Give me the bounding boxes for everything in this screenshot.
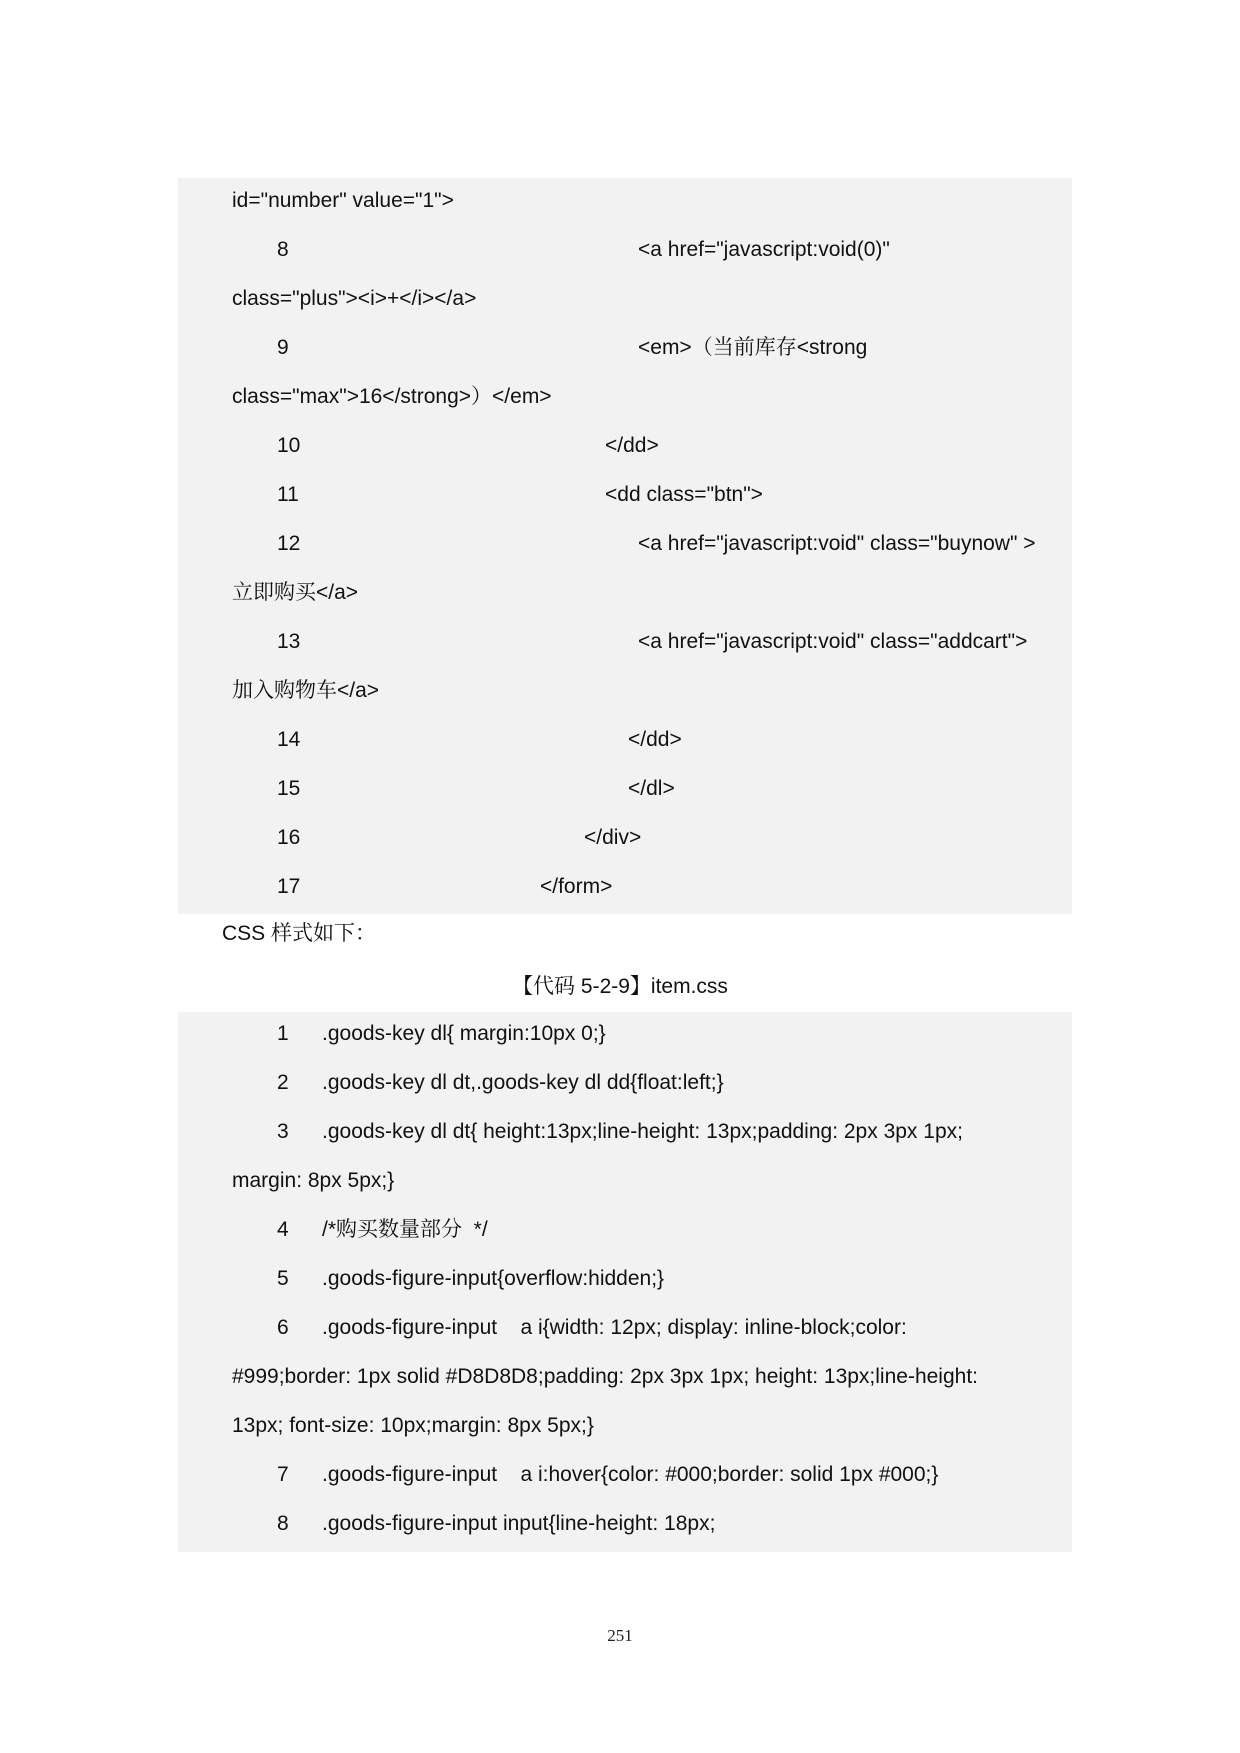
html-line-number: 16	[277, 826, 301, 849]
html-code-line: <a href="javascript:void" class="buynow" >	[638, 532, 1036, 555]
html-line-number: 8	[277, 238, 289, 261]
html-code-line: <dd class="btn">	[605, 483, 763, 506]
html-line-number: 11	[277, 483, 299, 506]
css-line-number: 1	[277, 1022, 289, 1045]
html-code-line: id="number" value="1">	[232, 189, 454, 212]
html-code-line: </dl>	[628, 777, 675, 800]
css-code-line: .goods-figure-input input{line-height: 18px;	[322, 1512, 716, 1535]
html-code-line: 加入购物车</a>	[232, 679, 380, 702]
html-code-line: class="plus"><i>+</i></a>	[232, 287, 477, 310]
page-number: 251	[607, 1626, 633, 1645]
css-line-number: 8	[277, 1512, 289, 1535]
css-code-line: 13px; font-size: 10px;margin: 8px 5px;}	[232, 1414, 594, 1437]
css-code-line: .goods-figure-input a i{width: 12px; display: inline-block;color:	[322, 1316, 907, 1339]
html-line-number: 13	[277, 630, 301, 653]
html-code-line: <em>（当前库存<strong	[638, 336, 868, 359]
code-block-html	[178, 178, 1072, 914]
html-line-number: 9	[277, 336, 289, 359]
html-line-number: 14	[277, 728, 301, 751]
css-code-line: .goods-key dl{ margin:10px 0;}	[322, 1022, 606, 1045]
css-line-number: 2	[277, 1071, 289, 1094]
html-code-line: <a href="javascript:void(0)"	[638, 238, 890, 261]
css-code-line: margin: 8px 5px;}	[232, 1169, 395, 1192]
css-line-number: 3	[277, 1120, 289, 1143]
css-line-number: 7	[277, 1463, 289, 1486]
html-code-line: </dd>	[628, 728, 682, 751]
css-intro-text: CSS 样式如下：	[222, 922, 377, 945]
html-line-number: 15	[277, 777, 301, 800]
css-code-line: .goods-key dl dt,.goods-key dl dd{float:left;}	[322, 1071, 724, 1094]
html-code-line: class="max">16</strong>）</em>	[232, 385, 552, 408]
html-line-number: 12	[277, 532, 301, 555]
css-line-number: 5	[277, 1267, 289, 1290]
code-block-css	[178, 1012, 1072, 1552]
html-line-number: 10	[277, 434, 301, 457]
code-caption: 【代码 5-2-9】item.css	[512, 975, 728, 998]
html-line-number: 17	[277, 875, 301, 898]
html-code-line: </div>	[584, 826, 642, 849]
css-code-line: #999;border: 1px solid #D8D8D8;padding: 2px 3px 1px; height: 13px;line-height:	[232, 1365, 979, 1388]
html-code-line: 立即购买</a>	[232, 581, 359, 604]
css-code-line: .goods-key dl dt{ height:13px;line-height: 13px;padding: 2px 3px 1px;	[322, 1120, 963, 1143]
css-line-number: 6	[277, 1316, 289, 1339]
css-code-line: .goods-figure-input{overflow:hidden;}	[322, 1267, 665, 1290]
html-code-line: </dd>	[605, 434, 659, 457]
html-code-line: </form>	[540, 875, 613, 898]
css-code-line: .goods-figure-input a i:hover{color: #000;border: solid 1px #000;}	[322, 1463, 939, 1486]
html-code-line: <a href="javascript:void" class="addcart">	[638, 630, 1028, 653]
css-line-number: 4	[277, 1218, 289, 1241]
css-code-line: /*购买数量部分 */	[322, 1218, 488, 1241]
